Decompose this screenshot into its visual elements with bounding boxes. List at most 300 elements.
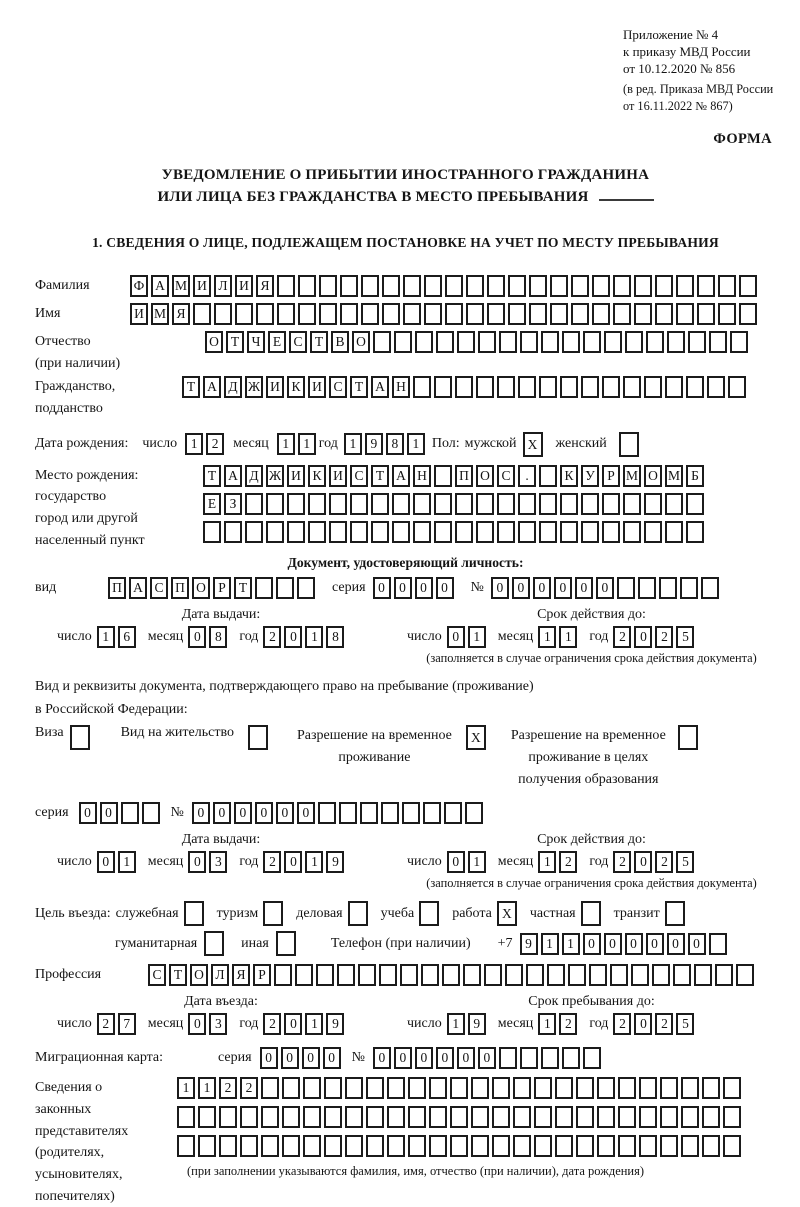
form-cell: 0 <box>415 1047 433 1069</box>
form-cell <box>602 376 620 398</box>
form-cell <box>576 1077 594 1099</box>
form-cell <box>660 1106 678 1128</box>
form-cell <box>371 521 389 543</box>
form-cell: А <box>129 577 147 599</box>
form-cell <box>639 1077 657 1099</box>
surname-field[interactable] <box>130 275 760 297</box>
form-cell: 2 <box>655 1013 673 1035</box>
day-label: число <box>57 629 92 645</box>
res-doc-number-field[interactable] <box>192 802 486 824</box>
form-cell <box>676 275 694 297</box>
purpose-other-label: иная <box>241 935 269 951</box>
form-cell <box>419 901 439 926</box>
day-label: число <box>57 854 92 870</box>
form-cell <box>688 331 706 353</box>
form-cell: А <box>203 376 221 398</box>
form-cell <box>618 1077 636 1099</box>
birth-day-field[interactable] <box>185 433 227 455</box>
month-label: месяц <box>147 629 184 645</box>
form-cell <box>471 1106 489 1128</box>
form-cell <box>245 493 263 515</box>
entry-year-field[interactable] <box>263 1013 347 1035</box>
form-cell <box>697 303 715 325</box>
form-cell: 0 <box>97 851 115 873</box>
form-cell <box>358 964 376 986</box>
form-cell <box>576 1106 594 1128</box>
residence-permit-checkbox[interactable] <box>248 725 271 750</box>
valid-until-label: Срок действия до: <box>537 607 646 623</box>
form-cell <box>463 964 481 986</box>
form-cell: 1 <box>185 433 203 455</box>
month-label: месяц <box>233 436 269 452</box>
form-cell <box>555 1077 573 1099</box>
form-cell <box>379 964 397 986</box>
form-cell <box>261 1135 279 1157</box>
number-sign: № <box>351 1050 365 1066</box>
series-label: серия <box>218 1050 252 1066</box>
id-doc-kind-field[interactable] <box>108 577 318 599</box>
form-cell: А <box>371 376 389 398</box>
revision-line: (в ред. Приказа МВД России <box>623 82 774 97</box>
residence-permit-label: Вид на жительство <box>120 725 234 741</box>
form-cell <box>421 964 439 986</box>
form-cell: Д <box>224 376 242 398</box>
form-cell: 1 <box>198 1077 216 1099</box>
legal-rep-line2-field[interactable] <box>177 1106 744 1128</box>
form-cell <box>539 521 557 543</box>
form-cell <box>497 376 515 398</box>
form-cell: 2 <box>97 1013 115 1035</box>
form-cell <box>534 1077 552 1099</box>
form-cell <box>177 1106 195 1128</box>
form-cell <box>592 275 610 297</box>
form-cell: 0 <box>436 577 454 599</box>
surname-label: Фамилия <box>35 277 90 293</box>
form-cell <box>718 303 736 325</box>
form-cell <box>646 331 664 353</box>
citizenship-label: Гражданство, подданство <box>35 379 116 416</box>
form-cell <box>597 1135 615 1157</box>
form-cell <box>387 1077 405 1099</box>
form-cell: 7 <box>118 1013 136 1035</box>
form-cell: 8 <box>209 626 227 648</box>
form-cell <box>539 465 557 487</box>
form-cell <box>476 376 494 398</box>
form-cell: И <box>193 275 211 297</box>
entry-date-label: Дата въезда: <box>184 994 258 1010</box>
res-issue-day-field[interactable] <box>97 851 139 873</box>
res-doc-series-field[interactable] <box>79 802 163 824</box>
form-cell <box>686 376 704 398</box>
profession-label: Профессия <box>35 967 102 983</box>
form-cell <box>324 1106 342 1128</box>
month-label: месяц <box>147 854 184 870</box>
legal-rep-note: (при заполнении указываются фамилия, имя, отчество (при наличии), дата рождения) <box>187 1164 645 1179</box>
form-cell <box>702 1135 720 1157</box>
form-cell <box>184 901 204 926</box>
temp-residence-edu-checkbox[interactable] <box>678 725 701 750</box>
form-cell <box>219 1106 237 1128</box>
form-cell <box>529 303 547 325</box>
form-cell: 0 <box>394 577 412 599</box>
form-cell: 1 <box>305 851 323 873</box>
form-cell <box>329 521 347 543</box>
res-issue-year-field[interactable] <box>263 851 347 873</box>
form-cell <box>534 1135 552 1157</box>
day-label: число <box>57 1016 92 1032</box>
purpose-tourism-checkbox[interactable] <box>263 901 286 926</box>
form-cell <box>295 964 313 986</box>
form-cell <box>508 303 526 325</box>
form-cell: 0 <box>100 802 118 824</box>
form-cell <box>623 521 641 543</box>
form-cell: 0 <box>436 1047 454 1069</box>
form-cell <box>394 331 412 353</box>
form-cell <box>602 493 620 515</box>
profession-field[interactable] <box>148 964 757 986</box>
form-cell <box>665 521 683 543</box>
form-cell <box>465 802 483 824</box>
form-cell: 0 <box>302 1047 320 1069</box>
form-cell: К <box>308 465 326 487</box>
purpose-work-checkbox[interactable] <box>497 901 520 926</box>
day-label: число <box>142 436 178 452</box>
form-cell <box>261 1077 279 1099</box>
res-valid-month-field[interactable] <box>538 851 580 873</box>
form-cell: 2 <box>263 626 281 648</box>
legal-rep-line3-field[interactable] <box>177 1135 744 1157</box>
birth-place-line1-field[interactable] <box>203 465 707 487</box>
res-valid-year-field[interactable] <box>613 851 697 873</box>
form-cell <box>604 331 622 353</box>
form-cell <box>652 964 670 986</box>
form-cell <box>429 1077 447 1099</box>
entry-purpose-row <box>35 901 776 926</box>
form-cell: О <box>192 577 210 599</box>
citizenship-field[interactable] <box>182 376 749 398</box>
birth-year-field[interactable] <box>344 433 428 455</box>
form-cell <box>617 577 635 599</box>
form-cell: 0 <box>447 851 465 873</box>
title-blank-line <box>599 189 654 201</box>
form-cell <box>219 1135 237 1157</box>
male-label: мужской <box>464 436 517 452</box>
form-cell <box>466 303 484 325</box>
form-cell <box>583 331 601 353</box>
valid-note: (заполняется в случае ограничения срока действия документа) <box>426 651 757 666</box>
res-doc-dates <box>35 832 776 891</box>
form-cell: 2 <box>613 1013 631 1035</box>
phone-prefix: +7 <box>497 935 513 951</box>
form-cell: У <box>581 465 599 487</box>
form-cell <box>361 275 379 297</box>
form-cell: 0 <box>373 577 391 599</box>
form-cell <box>455 376 473 398</box>
form-cell <box>681 1077 699 1099</box>
form-cell: 1 <box>468 851 486 873</box>
form-cell <box>513 1077 531 1099</box>
form-cell: 2 <box>559 851 577 873</box>
form-title-line1: УВЕДОМЛЕНИЕ О ПРИБЫТИИ ИНОСТРАННОГО ГРАЖДАНИНА <box>161 166 650 183</box>
form-cell <box>715 964 733 986</box>
purpose-private-checkbox[interactable] <box>581 901 604 926</box>
form-cell: 2 <box>263 1013 281 1035</box>
form-label: ФОРМА <box>713 130 772 147</box>
form-cell: 2 <box>655 851 673 873</box>
form-cell: И <box>329 465 347 487</box>
id-valid-month-field[interactable] <box>538 626 580 648</box>
form-cell <box>471 1077 489 1099</box>
visa-checkbox[interactable] <box>70 725 93 750</box>
form-cell: 1 <box>298 433 316 455</box>
id-issue-year-field[interactable] <box>263 626 347 648</box>
stay-month-field[interactable] <box>538 1013 580 1035</box>
form-cell <box>505 964 523 986</box>
id-valid-year-field[interactable] <box>613 626 697 648</box>
form-cell <box>266 521 284 543</box>
legal-rep-label: Сведения о законных представителях (родителях, усыновителях, попечителях) <box>35 1080 129 1204</box>
id-valid-day-field[interactable] <box>447 626 489 648</box>
month-label: месяц <box>497 854 534 870</box>
stay-day-field[interactable] <box>447 1013 489 1035</box>
form-cell <box>529 275 547 297</box>
patronymic-note: (при наличии) <box>35 355 121 371</box>
purpose-commercial-checkbox[interactable] <box>348 901 371 926</box>
legal-rep-line1-field[interactable] <box>177 1077 744 1099</box>
form-cell <box>723 1077 741 1099</box>
form-cell <box>303 1106 321 1128</box>
form-cell: 1 <box>562 933 580 955</box>
form-cell <box>667 331 685 353</box>
form-cell <box>324 1135 342 1157</box>
form-cell <box>702 1077 720 1099</box>
form-cell: Б <box>686 465 704 487</box>
entry-purpose-label: Цель въезда: <box>35 905 111 921</box>
form-cell: 0 <box>79 802 97 824</box>
form-cell <box>487 275 505 297</box>
form-cell: Н <box>413 465 431 487</box>
form-cell: Ж <box>245 376 263 398</box>
purpose-business-checkbox[interactable] <box>184 901 207 926</box>
form-cell <box>298 303 316 325</box>
form-cell: 1 <box>118 851 136 873</box>
form-cell <box>274 964 292 986</box>
form-cell: 1 <box>538 626 556 648</box>
form-cell: 9 <box>468 1013 486 1035</box>
form-cell: С <box>329 376 347 398</box>
migration-card-number-field[interactable] <box>373 1047 604 1069</box>
form-cell <box>466 275 484 297</box>
form-cell <box>382 303 400 325</box>
form-cell <box>319 275 337 297</box>
form-cell <box>560 493 578 515</box>
female-checkbox[interactable] <box>619 432 642 457</box>
purpose-tourism-label: туризм <box>216 905 259 921</box>
temp-residence-label: Разрешение на временное проживание <box>296 728 452 765</box>
given-name-field[interactable] <box>130 303 760 325</box>
purpose-study-checkbox[interactable] <box>419 901 442 926</box>
form-cell: Д <box>245 465 263 487</box>
form-cell: Н <box>392 376 410 398</box>
form-cell <box>366 1135 384 1157</box>
form-cell: 1 <box>541 933 559 955</box>
form-cell <box>665 376 683 398</box>
form-cell <box>560 376 578 398</box>
form-cell: 0 <box>297 802 315 824</box>
form-cell <box>518 493 536 515</box>
form-cell <box>303 1135 321 1157</box>
form-cell <box>707 376 725 398</box>
valid-until-label: Срок действия до: <box>537 832 646 848</box>
form-cell <box>547 964 565 986</box>
form-cell <box>562 331 580 353</box>
form-cell: Р <box>213 577 231 599</box>
form-cell <box>282 1106 300 1128</box>
form-cell <box>644 493 662 515</box>
form-cell: Т <box>169 964 187 986</box>
residence-doc-options <box>35 725 776 790</box>
form-cell <box>534 1106 552 1128</box>
birth-place-line3-field[interactable] <box>203 521 707 543</box>
phone-label: Телефон (при наличии) <box>330 935 471 951</box>
form-cell: Л <box>214 275 232 297</box>
form-cell <box>371 493 389 515</box>
form-cell: А <box>392 465 410 487</box>
appendix-line: к приказу МВД России <box>623 44 751 60</box>
given-name-label: Имя <box>35 305 61 321</box>
purpose-humanitarian-label: гуманитарная <box>115 935 198 951</box>
doc-kind-label: вид <box>35 580 57 596</box>
form-cell: Р <box>253 964 271 986</box>
form-cell <box>318 802 336 824</box>
form-cell <box>739 303 757 325</box>
form-cell <box>142 802 160 824</box>
stay-year-field[interactable] <box>613 1013 697 1035</box>
male-checkbox[interactable] <box>523 432 546 457</box>
form-cell: П <box>108 577 126 599</box>
form-cell: 0 <box>604 933 622 955</box>
form-cell <box>639 1106 657 1128</box>
form-cell <box>381 802 399 824</box>
birth-place-line2-field[interactable] <box>203 493 707 515</box>
form-cell: 1 <box>305 626 323 648</box>
identity-doc-header: Документ, удостоверяющий личность: <box>287 555 524 571</box>
form-cell: М <box>665 465 683 487</box>
sex-label: Пол: <box>431 436 460 452</box>
form-cell <box>518 376 536 398</box>
form-cell <box>340 303 358 325</box>
entry-purpose-row2 <box>115 931 776 956</box>
form-cell: 1 <box>344 433 362 455</box>
patronymic-label: Отчество (при наличии) <box>35 331 205 374</box>
purpose-transit-checkbox[interactable] <box>665 901 688 926</box>
form-cell <box>287 521 305 543</box>
res-valid-day-field[interactable] <box>447 851 489 873</box>
form-cell <box>568 964 586 986</box>
entry-month-field[interactable] <box>188 1013 230 1035</box>
form-cell <box>571 303 589 325</box>
migration-card-series-field[interactable] <box>260 1047 344 1069</box>
form-cell: 0 <box>284 626 302 648</box>
form-cell: 5 <box>676 626 694 648</box>
form-cell: Т <box>350 376 368 398</box>
entry-day-field[interactable] <box>97 1013 139 1035</box>
birth-month-field[interactable] <box>277 433 319 455</box>
form-cell: П <box>171 577 189 599</box>
form-cell <box>625 331 643 353</box>
id-doc-number-field[interactable] <box>491 577 722 599</box>
form-cell: 0 <box>234 802 252 824</box>
form-cell <box>694 964 712 986</box>
form-cell: 0 <box>554 577 572 599</box>
form-cell: 5 <box>676 851 694 873</box>
form-cell: 0 <box>373 1047 391 1069</box>
form-cell: 0 <box>213 802 231 824</box>
form-cell <box>520 1047 538 1069</box>
form-cell: И <box>130 303 148 325</box>
purpose-other-checkbox[interactable] <box>276 931 299 956</box>
id-issue-day-field[interactable] <box>97 626 139 648</box>
form-cell <box>316 964 334 986</box>
form-cell: 0 <box>688 933 706 955</box>
purpose-humanitarian-checkbox[interactable] <box>204 931 227 956</box>
id-issue-month-field[interactable] <box>188 626 230 648</box>
form-cell: С <box>150 577 168 599</box>
form-cell: С <box>289 331 307 353</box>
form-cell <box>360 802 378 824</box>
form-cell <box>429 1106 447 1128</box>
form-cell <box>476 493 494 515</box>
form-cell <box>455 493 473 515</box>
form-cell: Т <box>203 465 221 487</box>
number-sign: № <box>470 580 484 596</box>
form-cell <box>539 493 557 515</box>
day-label: число <box>407 854 442 870</box>
temp-residence-checkbox[interactable] <box>466 725 489 750</box>
form-cell: 1 <box>177 1077 195 1099</box>
form-cell <box>263 901 283 926</box>
form-cell <box>373 331 391 353</box>
form-cell <box>402 802 420 824</box>
patronymic-field[interactable] <box>205 331 751 353</box>
form-cell <box>623 376 641 398</box>
form-cell: 0 <box>188 851 206 873</box>
form-cell <box>686 493 704 515</box>
form-cell: 2 <box>655 626 673 648</box>
form-cell: 0 <box>596 577 614 599</box>
form-cell <box>387 1106 405 1128</box>
form-cell <box>665 493 683 515</box>
form-cell <box>277 275 295 297</box>
form-cell: М <box>172 275 190 297</box>
form-cell <box>613 303 631 325</box>
form-cell: 1 <box>305 1013 323 1035</box>
res-issue-month-field[interactable] <box>188 851 230 873</box>
form-cell: 5 <box>676 1013 694 1035</box>
id-doc-series-field[interactable] <box>373 577 457 599</box>
form-cell: А <box>224 465 242 487</box>
form-cell: 0 <box>255 802 273 824</box>
form-cell <box>345 1106 363 1128</box>
form-cell <box>424 303 442 325</box>
form-cell: Т <box>310 331 328 353</box>
form-cell <box>680 577 698 599</box>
phone-field[interactable] <box>520 933 730 955</box>
series-label: серия <box>332 580 366 596</box>
form-cell: О <box>352 331 370 353</box>
form-cell: О <box>190 964 208 986</box>
form-cell: Я <box>172 303 190 325</box>
